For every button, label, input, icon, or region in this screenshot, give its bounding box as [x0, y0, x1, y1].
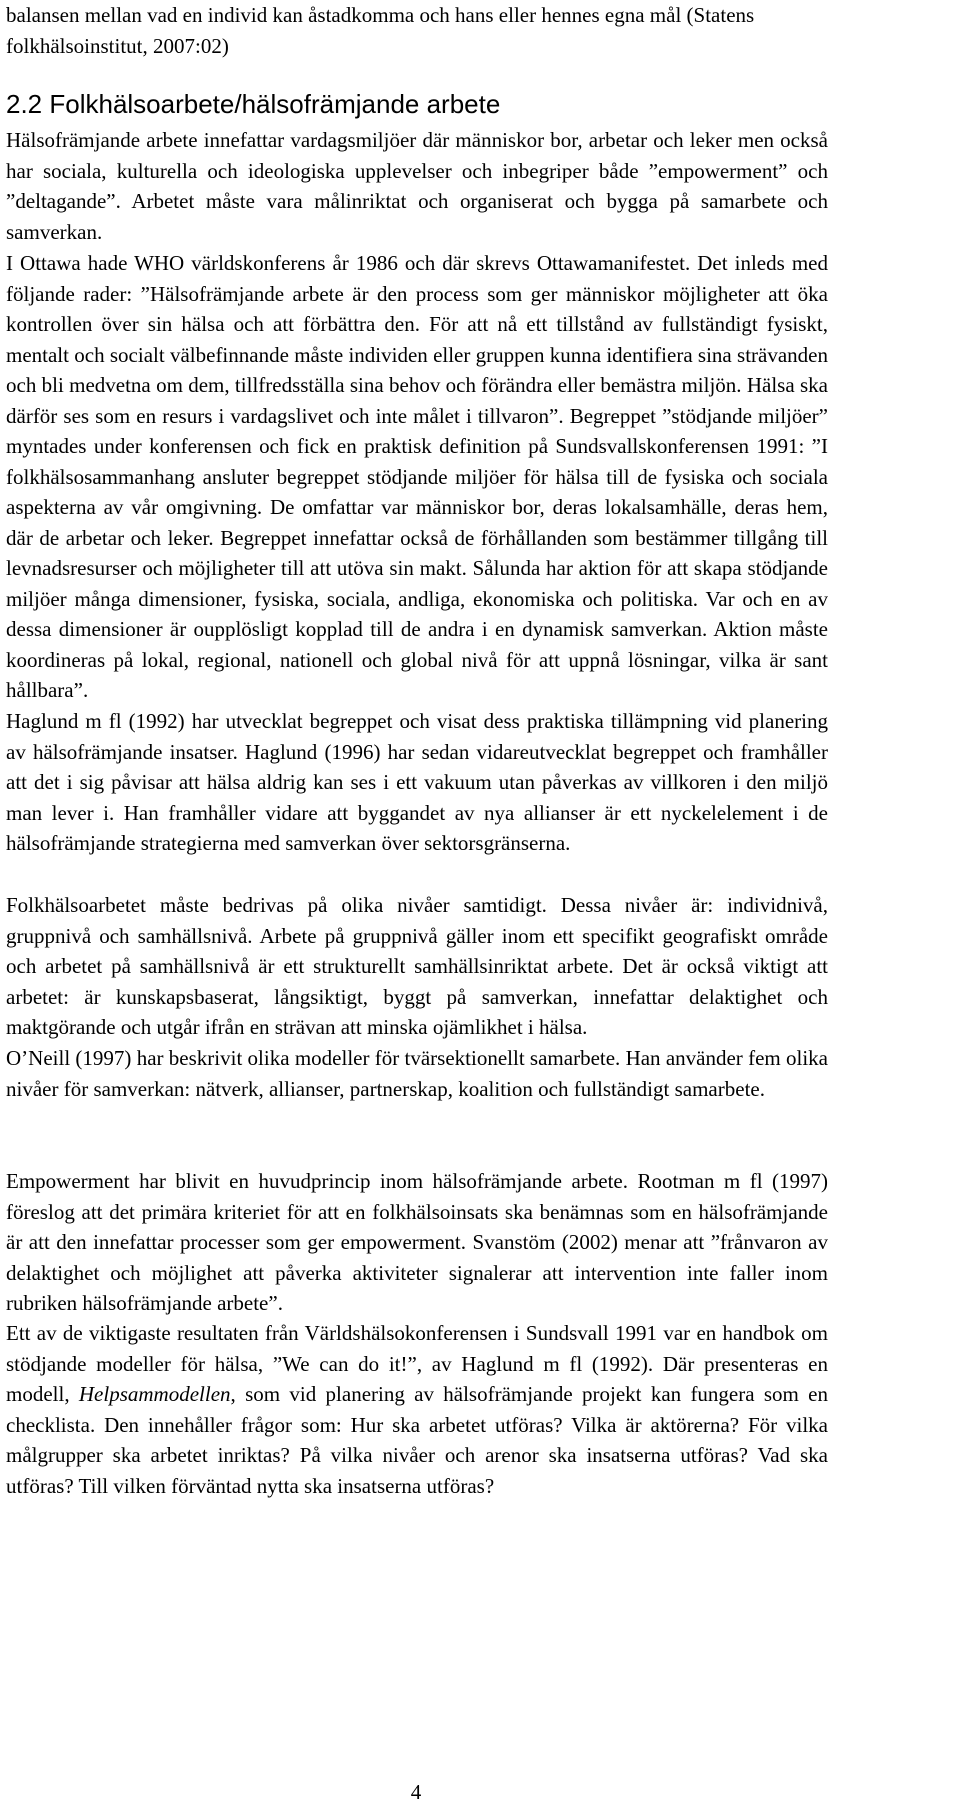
page-number: 4: [410, 1780, 422, 1804]
paragraph-sundsvall-part-2: , som vid planering av hälsofrämjande projekt kan fungera som en checklista. Den innehåller frågor som: Hur ska arbetet utföras? Vilka är aktörerna? För vilka målgrupper ska arbetet inriktas? På vilka nivåer och arenor ska insatserna utföras? Vad ska utföras? Till vilken förväntad nytta ska insatserna utföras?: [6, 1382, 829, 1498]
paragraph-sundsvall-part-1: Ett av de viktigaste resultaten från Världshälsokonferensen i Sundsvall 1991 var en handbok om stödjande modeller för hälsa, ”We can do it!”, av Haglund m fl (1992). Där presenteras en modell,: [6, 1321, 828, 1406]
paragraph-empowerment: Empowerment har blivit en huvudprincip inom hälsofrämjande arbete. Rootman m fl (1997) föreslog att det primära kriteriet för att en folkhälsoinsats ska benämnas som en hälsofrämjande är att den innefattar processer som ger empowerment. Svanstöm (2002) menar att ”frånvaron av delaktighet och möjlighet att påverka aktiviteter signalerar att intervention inte faller inom rubriken hälsofrämjande arbete”.: [6, 1169, 828, 1315]
paragraph-ottawa: I Ottawa hade WHO världskonferens år 1986 och där skrevs Ottawamanifestet. Det inleds med följande rader: ”Hälsofrämjande arbete är den process som ger människor möjligheter att öka kontrollen över sin hälsa och att förbättra den. För att nå ett tillstånd av fullständigt fysiskt, mentalt och socialt välbefinnande måste individen eller gruppen kunna identifiera sina strävanden och bli medvetna om dem, tillfredsställa sina behov och förändra eller bemästra miljön. Hälsa ska därför ses som en resurs i vardagslivet och inte målet i tillvaron”. Begreppet ”stödjande miljöer” myntades under konferensen och fick en praktisk definition på Sundsvallskonferensen 1991: ”I folkhälsosammanhang ansluter begreppet stödjande miljöer för hälsa till de fysiska och sociala aspekterna av vår omgivning. De omfattar var människor bor, deras lokalsamhälle, deras hem, där de arbetar och leker. Begreppet innefattar också de förhållanden som bestämmer tillgång till levnadsresurser och möjligheter till att utöva sin makt. Sålunda har aktion för att skapa stödjande miljöer många dimensioner, fysiska, sociala, andliga, ekonomiska och politiska. Var och en av dessa dimensioner är oupplösligt kopplad till de andra i en dynamisk samverkan. Aktion måste koordineras på lokal, regional, nationell och global nivå för att uppnå lösningar, vilka är sant hållbara”.: [6, 251, 828, 702]
paragraph-oneill: O’Neill (1997) har beskrivit olika modeller för tvärsektionellt samarbete. Han använder fem olika nivåer för samverkan: nätverk, allianser, partnerskap, koalition och fullständigt samarbete.: [6, 1046, 828, 1101]
model-name-italic: Helpsammodellen: [78, 1382, 231, 1406]
intro-paragraph: balansen mellan vad en individ kan åstadkomma och hans eller hennes egna mål (Statens folkhälsoinstitut, 2007:02): [6, 3, 755, 58]
paragraph-levels: Folkhälsoarbetet måste bedrivas på olika nivåer samtidigt. Dessa nivåer är: individnivå, gruppnivå och samhällsnivå. Arbete på gruppnivå gäller inom ett specifikt geografiskt område och arbetet på samhällsnivå är ett strukturellt samhällsinriktat arbete. Det är också viktigt att arbetet: är kunskapsbaserat, långsiktigt, byggt på samverkan, innefattar delaktighet och maktgörande och utgår ifrån en strävan att minska ojämlikhet i hälsa.: [6, 893, 828, 1039]
paragraph-haglund: Haglund m fl (1992) har utvecklat begreppet och visat dess praktiska tillämpning vid planering av hälsofrämjande insatser. Haglund (1996) har sedan vidareutvecklat begreppet och framhåller att det i sig påvisar att hälsa aldrig kan ses i ett vakuum utan påverkas av villkoren i den miljö man lever i. Han framhåller vidare att byggandet av nya allianser är ett nyckelelement i de hälsofrämjande strategierna med samverkan över sektorsgränserna.: [6, 709, 828, 855]
section-heading: 2.2 Folkhälsoarbete/hälsofrämjande arbete: [6, 89, 501, 119]
paragraph-health-promotion: Hälsofrämjande arbete innefattar vardagsmiljöer där människor bor, arbetar och leker men också har sociala, kulturella och ideologiska upplevelser och inbegriper både ”empowerment” och ”deltagande”. Arbetet måste vara målinriktat och organiserat och bygga på samarbete och samverkan.: [6, 128, 828, 244]
paragraph-sundsvall: [6, 1318, 828, 1501]
